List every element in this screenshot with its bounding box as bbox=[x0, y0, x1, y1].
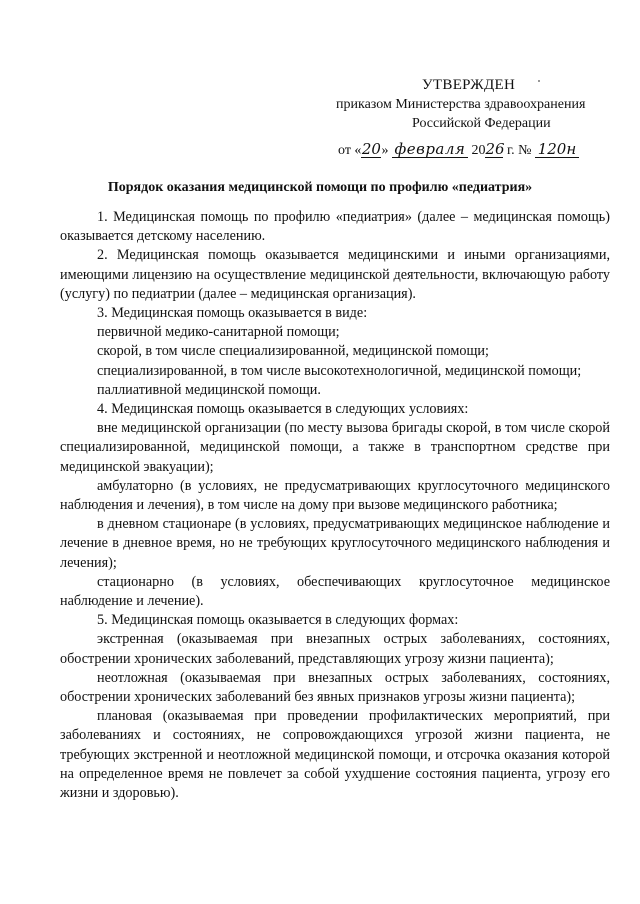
paragraph-2: 2. Медицинская помощь оказывается медицинскими и иными организациями, имеющими лицензию на осуществление медицинской деятельности, включающую работу (услугу) по педиатрии (далее – медицинская организация). bbox=[60, 247, 610, 302]
paragraph-5-item-2: неотложная (оказываемая при внезапных острых заболеваниях, состояниях, обострении хронических заболеваний без явных признаков угрозы жизни пациента); bbox=[60, 669, 610, 706]
handwritten-order-number: 120н bbox=[535, 142, 579, 158]
paragraph-4-item-4: стационарно (в условиях, обеспечивающих круглосуточное медицинское наблюдение и лечение). bbox=[60, 573, 610, 610]
approval-date-line bbox=[318, 141, 618, 160]
handwritten-year: 26 bbox=[485, 140, 505, 158]
document-title: Порядок оказания медицинской помощи по профилю «педиатрия» bbox=[107, 180, 533, 195]
handwritten-day: 20 bbox=[361, 140, 381, 158]
paragraph-3-item-2: скорой, в том числе специализированной, медицинской помощи; bbox=[97, 343, 489, 360]
paragraph-4-item-3: в дневном стационаре (в условиях, предусматривающих медицинское наблюдение и лечение в дневное время, но не требующих круглосуточного медицинского наблюдения и лечения); bbox=[60, 516, 610, 571]
date-quote-close: » bbox=[381, 143, 389, 158]
year-prefix: 20 bbox=[471, 143, 486, 158]
paragraph-5-item-3: плановая (оказываемая при проведении профилактических мероприятий, при заболеваниях и состояниях, не сопровождающихся угрозой жизни пациента, не требующих экстренной и неотложной медицинской помощи, и отсрочка оказания которой на определенное время не повлечет за собой ухудшение состояния пациента, угрозу его жизни и здоровью). bbox=[60, 708, 610, 802]
handwritten-month: февраля bbox=[392, 142, 468, 158]
approval-heading: УТВЕРЖДЕН bbox=[422, 77, 516, 93]
date-prefix: от « bbox=[338, 143, 362, 158]
approval-block bbox=[318, 76, 618, 160]
paragraph-1: 1. Медицинская помощь по профилю «педиатрия» (далее – медицинская помощь) оказывается детскому населению. bbox=[60, 209, 610, 245]
paragraph-3-item-1: первичной медико-санитарной помощи; bbox=[97, 324, 340, 341]
document-body bbox=[60, 208, 610, 803]
approval-country-line: Российской Федерации bbox=[412, 116, 551, 131]
paragraph-3: 3. Медицинская помощь оказывается в виде: bbox=[97, 305, 368, 322]
paragraph-3-item-4: паллиативной медицинской помощи. bbox=[97, 381, 321, 398]
year-unit-number-sign: г. № bbox=[506, 143, 532, 158]
paragraph-4-item-2: амбулаторно (в условиях, не предусматривающих круглосуточного медицинского наблюдения и лечения), в том числе на дому при вызове медицинского работника; bbox=[60, 477, 610, 514]
paragraph-3-item-3: специализированной, в том числе высокотехнологичной, медицинской помощи; bbox=[97, 362, 582, 379]
paragraph-4-item-1: вне медицинской организации (по месту вызова бригады скорой, в том числе скорой специализированной, медицинской помощи, а также в транспортном средстве при медицинской эвакуации); bbox=[60, 420, 610, 475]
paragraph-5-item-1: экстренная (оказываемая при внезапных острых заболеваниях, состояниях, обострении хронических заболеваний, представляющих угрозу жизни пациента); bbox=[60, 631, 610, 667]
paragraph-4: 4. Медицинская помощь оказывается в следующих условиях: bbox=[97, 401, 469, 418]
approval-ministry-line: приказом Министерства здравоохранения bbox=[336, 97, 586, 112]
paragraph-5: 5. Медицинская помощь оказывается в следующих формах: bbox=[97, 612, 459, 629]
